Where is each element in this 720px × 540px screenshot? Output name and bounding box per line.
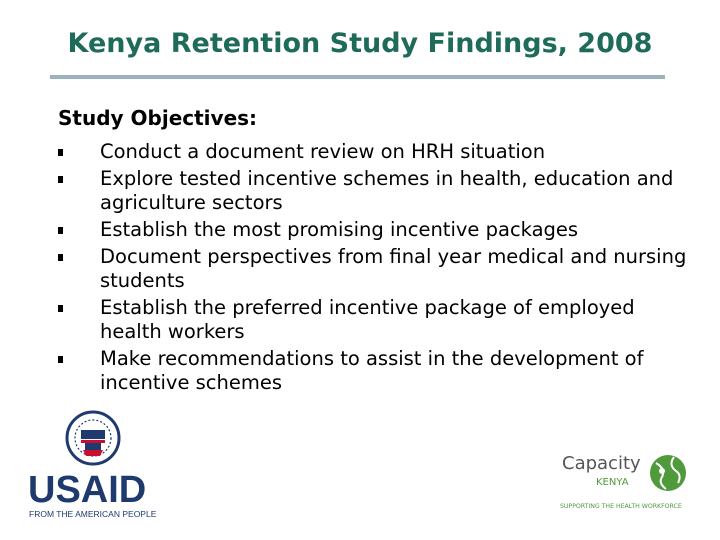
objective-text: Explore tested incentive schemes in health, education and agriculture sectors	[100, 167, 674, 214]
objective-text: Establish the preferred incentive package of employed health workers	[100, 296, 635, 343]
objective-text: Make recommendations to assist in the development of incentive schemes	[100, 347, 644, 394]
objective-text: Conduct a document review on HRH situation	[100, 140, 546, 163]
bullet-icon	[58, 176, 63, 183]
globe-icon	[650, 455, 686, 491]
capacity-kenya-logo	[556, 445, 691, 515]
list-item	[58, 245, 698, 293]
list-item	[58, 167, 698, 215]
capacity-tagline: SUPPORTING THE HEALTH WORKFORCE	[560, 503, 682, 510]
list-item	[58, 296, 698, 344]
usaid-tagline: FROM THE AMERICAN PEOPLE	[29, 509, 157, 519]
objectives-list	[58, 140, 698, 398]
usaid-seal-icon	[67, 412, 119, 464]
bullet-icon	[58, 356, 63, 363]
usaid-wordmark: USAID	[28, 469, 147, 511]
objective-text: Document perspectives from final year medical and nursing students	[100, 245, 687, 292]
section-heading: Study Objectives:	[58, 106, 258, 130]
objective-text: Establish the most promising incentive packages	[100, 218, 579, 241]
list-item	[58, 218, 698, 242]
usaid-logo	[26, 410, 161, 522]
list-item	[58, 347, 698, 395]
list-item	[58, 140, 698, 164]
title-divider	[50, 75, 665, 79]
bullet-icon	[58, 305, 63, 312]
slide-title: Kenya Retention Study Findings, 2008	[67, 28, 653, 59]
capacity-sub: KENYA	[596, 477, 629, 488]
bullet-icon	[58, 254, 63, 261]
capacity-wordmark: Capacity	[562, 453, 641, 474]
bullet-icon	[58, 149, 63, 156]
bullet-icon	[58, 227, 63, 234]
